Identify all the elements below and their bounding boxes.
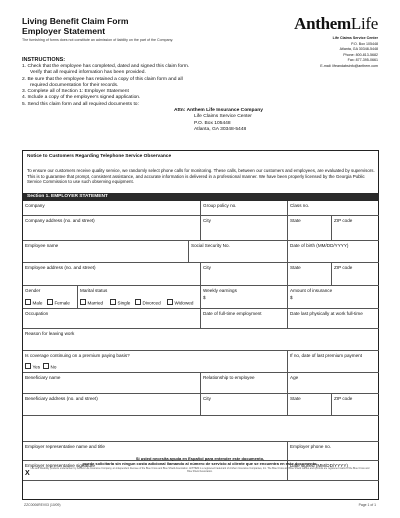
no-checkbox[interactable] xyxy=(43,363,49,369)
field-label: ZIP code xyxy=(334,265,353,270)
field-label: ZIP code xyxy=(334,218,353,223)
option-label: Widowed xyxy=(174,300,194,306)
form-title xyxy=(22,16,128,36)
instruction-item: required documentation for their records. xyxy=(30,82,119,88)
gender-field xyxy=(23,286,78,309)
notice-text: To ensure our customers receive quality service, we randomly select phone calls for monitoring. These calls, between our customers and employees, are evaluated by supervisors. This is to guarantee that prompt, consistent assistance, and accurate information is delivered in a professional manner. We have been properly licensed by the Georgia Public Service Commission to use such observing equipment. xyxy=(27,168,375,185)
attn-line: Attn: Anthem Life Insurance Company xyxy=(174,108,263,113)
spanish-line: Si usted necesita ayuda en Español para entender este documento, xyxy=(135,456,265,461)
employee-name-field[interactable] xyxy=(23,241,189,263)
field-label: Employee name xyxy=(25,243,59,248)
date-full-time-field[interactable] xyxy=(201,309,288,329)
dollar-sign: $ xyxy=(203,295,206,300)
brand-suffix: Life xyxy=(350,14,378,33)
dollar-sign: $ xyxy=(290,295,293,300)
employee-city-field[interactable] xyxy=(201,263,288,286)
field-label: Beneficiary name xyxy=(25,375,61,380)
instructions-heading: INSTRUCTIONS: xyxy=(22,57,66,63)
attn-line: Life Claims Service Center xyxy=(194,114,252,120)
field-label: State xyxy=(290,218,301,223)
dob-field[interactable] xyxy=(288,241,379,263)
field-label: Occupation xyxy=(25,311,49,316)
spanish-line: puede solicitarla sin ningun costo adicional llamando al número de servicio al cliente que se encuentra en este documento. xyxy=(82,461,318,466)
fax-line: Fax: 877-395-0661 xyxy=(347,58,378,63)
divorced-checkbox[interactable] xyxy=(135,299,141,305)
female-checkbox[interactable] xyxy=(47,299,53,305)
claim-form-box xyxy=(22,150,379,500)
single-option[interactable] xyxy=(110,299,130,306)
company-state-field[interactable] xyxy=(288,216,332,241)
field-label: Date of birth (MM/DD/YYYY) xyxy=(290,243,349,248)
fine-print: Life and Disability products underwritten by Anthem Life Insurance Company, an independent licensee of the Blue Cross and Blue Shield Association. ANTHEM is a registered trademark of Anthem Insurance Companies, Inc. The Blue Cross and Blue Shield names and symbols are registered marks of the Blue Cross and Blue Shield Association. xyxy=(30,467,370,473)
field-label: State xyxy=(290,265,301,270)
amount-of-insurance-field[interactable] xyxy=(288,286,379,309)
field-label: Employer representative name and title xyxy=(25,444,105,449)
instruction-item: 3. Complete all of Section 1: Employer Statement xyxy=(22,89,129,95)
address-line: Life Claims Service Center xyxy=(332,36,378,40)
field-label: Marital status xyxy=(80,288,108,293)
option-label: Single xyxy=(117,300,131,306)
notice-title: Notice to Customers Regarding Telephone Service Observance xyxy=(27,154,172,159)
field-label: City xyxy=(203,265,211,270)
male-option[interactable] xyxy=(25,299,42,306)
instruction-item: 2. Be sure that the employee has retained a copy of this claim form and all xyxy=(22,76,183,82)
field-label: Social Security No. xyxy=(191,243,230,248)
section-1-heading: Section 1. EMPLOYER STATEMENT xyxy=(23,193,379,201)
employee-state-field[interactable] xyxy=(288,263,332,286)
instruction-item: Verify that all required information has been provided. xyxy=(30,70,146,76)
field-label: If no, date of last premium payment xyxy=(290,353,363,358)
option-label: Male xyxy=(32,300,43,306)
anthem-life-logo xyxy=(294,14,378,34)
widowed-checkbox[interactable] xyxy=(167,299,173,305)
married-option[interactable] xyxy=(80,299,103,306)
attn-line: P.O. Box 105448 xyxy=(194,120,231,126)
option-label: No xyxy=(50,364,57,370)
address-line: Atlanta, GA 30348-5448 xyxy=(339,47,378,52)
company-zip-field[interactable] xyxy=(332,216,379,241)
married-checkbox[interactable] xyxy=(80,299,86,305)
mailing-attn-block xyxy=(174,108,263,133)
class-no-field[interactable] xyxy=(288,201,379,216)
weekly-earnings-field[interactable] xyxy=(201,286,288,309)
field-label: City xyxy=(203,218,211,223)
title-line-1: Living Benefit Claim Form xyxy=(22,16,129,26)
signature-x-mark: X xyxy=(25,470,30,477)
coverage-continuing-field xyxy=(23,351,288,373)
field-label: Employer phone no. xyxy=(290,444,332,449)
ssn-field[interactable] xyxy=(189,241,288,263)
company-address-field[interactable] xyxy=(23,216,201,241)
marital-status-field xyxy=(78,286,201,309)
yes-checkbox[interactable] xyxy=(25,363,31,369)
spanish-assistance-note xyxy=(0,456,400,466)
single-checkbox[interactable] xyxy=(110,299,116,305)
field-label: Date of full-time employment xyxy=(203,311,262,316)
employee-address-field[interactable] xyxy=(23,263,201,286)
field-label: Age xyxy=(290,375,299,380)
beneficiary-city-field[interactable] xyxy=(201,394,288,416)
female-option[interactable] xyxy=(47,299,70,306)
field-label: Gender xyxy=(25,288,41,293)
company-city-field[interactable] xyxy=(201,216,288,241)
option-label: Yes xyxy=(32,364,40,370)
title-line-2: Employer Statement xyxy=(22,26,106,36)
field-label: Employer representative signature xyxy=(25,463,95,468)
employee-zip-field[interactable] xyxy=(332,263,379,286)
field-label: Beneficiary address (no. and street) xyxy=(25,396,98,401)
instruction-item: 1. Check that the employee has completed, dated and signed this claim form. xyxy=(22,64,190,69)
relationship-field[interactable] xyxy=(201,373,288,394)
beneficiary-name-field[interactable] xyxy=(23,373,201,394)
date-last-physically-field[interactable] xyxy=(288,309,379,329)
email-line: E-mail: lifeandabsinfo@anthem.com xyxy=(320,63,378,68)
company-field[interactable] xyxy=(23,201,201,216)
phone-line: Phone: 800-813-5682 xyxy=(343,52,378,57)
field-label: Company xyxy=(25,203,45,208)
attn-line: Atlanta, GA 30348-5448 xyxy=(194,126,247,132)
field-label: Date signed (MM/DD/YYYY) xyxy=(290,463,348,468)
form-number: ZZC0006REV03 (10/09) xyxy=(24,503,61,507)
option-label: Female xyxy=(54,300,70,306)
field-label: City xyxy=(203,396,211,401)
instruction-item: 5. Send this claim form and all required documents to: xyxy=(22,101,139,107)
option-label: Divorced xyxy=(142,300,161,306)
group-policy-field[interactable] xyxy=(201,201,288,216)
option-label: Married xyxy=(87,300,104,306)
widowed-option[interactable] xyxy=(167,299,193,306)
age-field[interactable] xyxy=(288,373,379,394)
beneficiary-address-field[interactable] xyxy=(23,394,201,416)
field-label: Employee address (no. and street) xyxy=(25,265,96,270)
field-label: Relationship to employee xyxy=(203,375,255,380)
field-label: Group policy no. xyxy=(203,203,237,208)
field-label: Date last physically at work full-time xyxy=(290,311,363,316)
page-number: Page 1 of 1 xyxy=(358,503,376,507)
address-line: P.O. Box 105448 xyxy=(351,41,378,46)
reason-leaving-field[interactable] xyxy=(23,329,379,351)
field-label: State xyxy=(290,396,301,401)
divorced-option[interactable] xyxy=(135,299,161,306)
field-label: Class no. xyxy=(290,203,310,208)
field-label: Reason for leaving work xyxy=(25,331,75,336)
field-label: Amount of insurance xyxy=(290,288,333,293)
field-label: ZIP code xyxy=(334,396,353,401)
field-label: Company address (no. and street) xyxy=(25,218,95,223)
field-label: Weekly earnings xyxy=(203,288,237,293)
beneficiary-state-field[interactable] xyxy=(288,394,332,416)
male-checkbox[interactable] xyxy=(25,299,31,305)
instructions-list xyxy=(22,64,322,108)
instruction-item: 4. Include a copy of the employee's signed application. xyxy=(22,95,141,101)
beneficiary-zip-field[interactable] xyxy=(332,394,379,416)
no-option[interactable] xyxy=(43,363,56,370)
last-premium-date-field[interactable] xyxy=(288,351,379,373)
brand-name: Anthem xyxy=(294,14,351,33)
yes-option[interactable] xyxy=(25,363,40,370)
occupation-field[interactable] xyxy=(23,309,201,329)
field-label: Is coverage continuing on a premium paying basis? xyxy=(25,353,130,358)
disclaimer-text: The furnishing of forms does not constitute an admission of liability on the part of the Company. xyxy=(22,38,174,42)
